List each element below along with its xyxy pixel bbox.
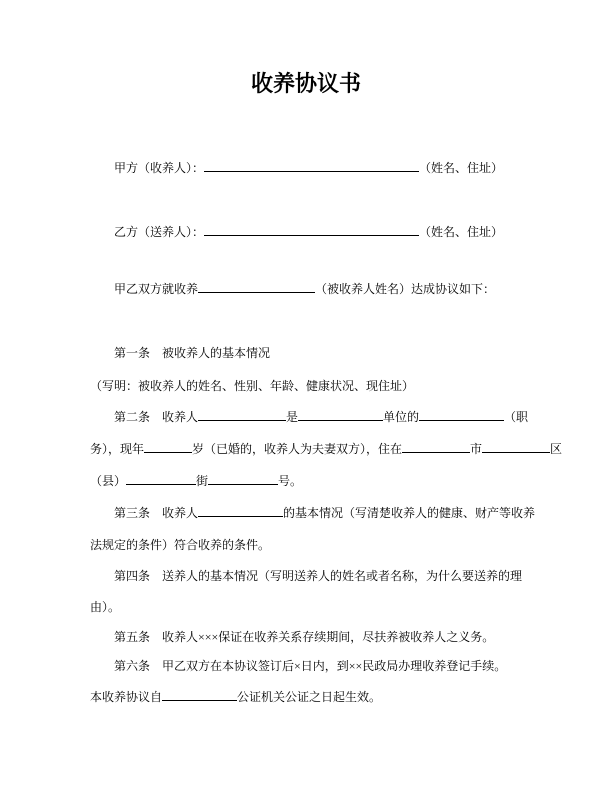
blank-underline-field <box>198 505 283 517</box>
text-segment: 区 <box>550 442 563 456</box>
doc-line <box>114 568 522 584</box>
text-segment: （县） <box>90 474 127 488</box>
document-title: 收养协议书 <box>250 71 361 96</box>
doc-line <box>114 409 528 425</box>
text-segment: 第二条 收养人 <box>114 410 199 424</box>
text-segment: 由）。 <box>90 600 121 614</box>
text-segment: 第五条 收养人×××保证在收养关系存续期间，尽扶养被收养人之义务。 <box>114 630 495 644</box>
doc-line <box>90 378 414 394</box>
text-segment: 务），现年 <box>90 442 145 456</box>
doc-line <box>90 599 120 615</box>
blank-underline-field <box>402 441 470 453</box>
text-segment: （写明：被收养人的姓名、性别、年龄、健康状况、现住址） <box>90 379 415 393</box>
doc-line <box>90 473 302 489</box>
doc-line <box>114 345 270 361</box>
doc-line <box>114 658 506 674</box>
text-segment: 第四条 送养人的基本情况（写明送养人的姓名或者名称，为什么要送养的理 <box>114 569 523 583</box>
doc-line <box>114 224 503 240</box>
blank-underline-field <box>298 409 383 421</box>
blank-underline-field <box>204 224 419 236</box>
doc-line <box>114 505 535 521</box>
text-segment: 第一条 被收养人的基本情况 <box>114 346 271 360</box>
blank-underline-field <box>144 441 192 453</box>
blank-underline-field <box>162 689 237 701</box>
text-segment: 第六条 甲乙双方在本协议签订后×日内，到××民政局办理收养登记手续。 <box>114 659 507 673</box>
text-segment: 的基本情况（写清楚收养人的健康、财产等收养 <box>283 506 536 520</box>
text-segment: 法规定的条件）符合收养的条件。 <box>90 538 271 552</box>
text-segment: 单位的 <box>383 410 420 424</box>
text-segment: 公证机关公证之日起生效。 <box>237 690 382 704</box>
text-segment: 市 <box>470 442 483 456</box>
blank-underline-field <box>419 409 504 421</box>
blank-underline-field <box>126 473 196 485</box>
blank-underline-field <box>482 441 550 453</box>
doc-line <box>90 537 270 553</box>
text-segment: 街 <box>196 474 209 488</box>
blank-underline-field <box>198 409 286 421</box>
text-segment: 岁（已婚的，收养人为夫妻双方），住在 <box>192 442 403 456</box>
blank-underline-field <box>198 281 315 293</box>
doc-line <box>114 160 503 176</box>
text-segment: 是 <box>286 410 299 424</box>
doc-line <box>90 689 381 705</box>
blank-underline-field <box>208 473 278 485</box>
text-segment: 号。 <box>278 474 303 488</box>
text-segment: （职 <box>504 410 529 424</box>
doc-line <box>114 281 495 297</box>
text-segment: 甲方（收养人）： <box>114 161 205 175</box>
doc-line <box>114 629 494 645</box>
text-segment: （姓名、住址） <box>419 225 504 239</box>
text-segment: 本收养协议自 <box>90 690 163 704</box>
text-segment: （姓名、住址） <box>419 161 504 175</box>
blank-underline-field <box>204 160 419 172</box>
text-segment: （被收养人姓名）达成协议如下： <box>315 282 496 296</box>
text-segment: 甲乙双方就收养 <box>114 282 199 296</box>
text-segment: 第三条 收养人 <box>114 506 199 520</box>
doc-line <box>90 441 562 457</box>
text-segment: 乙方（送养人）： <box>114 225 205 239</box>
